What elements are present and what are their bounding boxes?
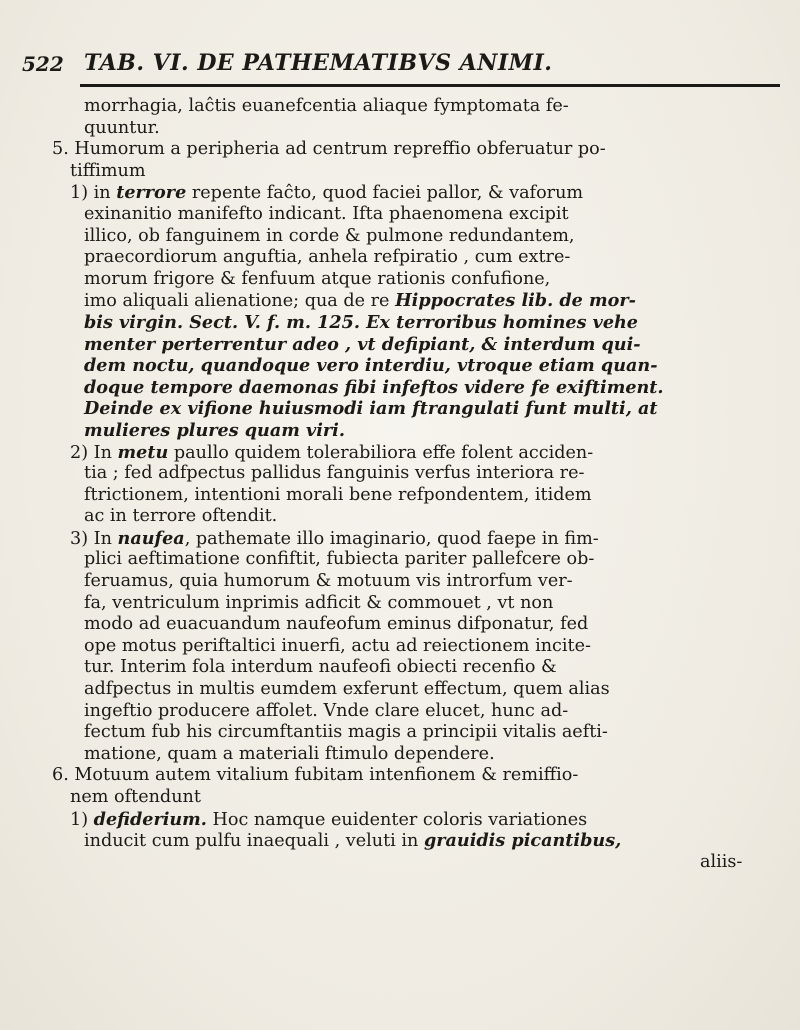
text-segment: inducit cum pulfu inaequali , veluti in — [84, 831, 424, 852]
text-segment: menter perterrentur adeo , vt defipiant, & interdum qui- — [84, 333, 641, 355]
text-segment: defiderium. — [93, 808, 207, 830]
text-segment: repente faĉto, quod faciei pallor, & vaforum — [186, 183, 584, 204]
text-line — [30, 269, 770, 291]
text-line — [30, 334, 770, 356]
text-line — [30, 118, 770, 140]
body-text — [30, 96, 770, 873]
text-segment: Hoc namque euidenter coloris variationes — [206, 809, 588, 830]
text-segment: 5. Humorum a peripheria ad centrum repreffio obferuatur po- — [52, 139, 606, 160]
text-segment: fa, ventriculum inprimis adficit & commouet , vt non — [84, 592, 554, 613]
text-line — [30, 442, 770, 464]
running-head: TAB. VI. DE PATHEMATIBVS ANIMI. — [84, 50, 553, 76]
text-segment: plici aeftimatione confiftit, fubiecta pariter pallefcere ob- — [84, 549, 595, 570]
page-number: 522 — [22, 52, 64, 76]
text-line — [30, 701, 770, 723]
page-header — [22, 48, 782, 84]
text-line — [30, 614, 770, 636]
text-line — [30, 506, 770, 528]
text-line — [30, 139, 770, 161]
text-segment: aliis- — [700, 851, 743, 872]
text-line — [30, 744, 770, 766]
text-line — [30, 420, 770, 442]
text-line — [30, 312, 770, 334]
text-segment: imo aliquali alienatione; qua de re — [84, 291, 396, 312]
text-segment: praecordiorum anguftia, anhela refpiratio , cum extre- — [84, 247, 571, 268]
text-segment: morum frigore & fenfuum atque rationis confufione, — [84, 268, 551, 289]
text-segment: Hippocrates lib. de mor- — [395, 290, 636, 312]
text-line — [30, 96, 770, 118]
text-line — [30, 722, 770, 744]
text-segment: terrore — [116, 182, 187, 204]
text-segment: mulieres plures quam viri. — [84, 419, 345, 441]
text-segment: ftrictionem, intentioni morali bene refpondentem, itidem — [84, 484, 592, 505]
text-segment: ingeftio producere affolet. Vnde clare elucet, hunc ad- — [84, 700, 569, 721]
text-segment: paullo quidem tolerabiliora effe folent acciden- — [168, 442, 594, 463]
text-segment: ope motus periftaltici inuerfi, actu ad reiectionem incite- — [84, 635, 591, 656]
text-segment: dem noctu, quandoque vero interdiu, vtroque etiam quan- — [84, 355, 658, 377]
text-segment: adfpectus in multis eumdem exferunt effectum, quem alias — [84, 679, 610, 700]
text-segment: grauidis picantibus, — [423, 830, 622, 852]
text-segment: nem oftendunt — [70, 787, 201, 807]
text-line — [30, 657, 770, 679]
text-line — [30, 809, 770, 831]
text-line — [30, 593, 770, 615]
text-line — [30, 290, 770, 312]
text-segment: feruamus, quia humorum & motuum vis introrfum ver- — [84, 571, 573, 592]
text-line — [30, 247, 770, 269]
text-segment: bis virgin. Sect. V. f. m. 125. Ex terroribus homines vehe — [84, 311, 639, 333]
text-segment: quuntur. — [84, 117, 160, 138]
text-segment: 2) In — [70, 442, 118, 463]
text-line — [30, 463, 770, 485]
text-segment: , pathemate illo imaginario, quod faepe in fim- — [184, 528, 599, 549]
text-line — [30, 852, 770, 874]
text-line — [30, 182, 770, 204]
text-segment: Deinde ex vifione huiusmodi iam ftrangulati funt multi, at — [84, 398, 658, 420]
text-segment: 6. Motuum autem vitalium fubitam intenfionem & remiffio- — [52, 765, 579, 786]
text-line — [30, 355, 770, 377]
text-line — [30, 485, 770, 507]
header-rule — [80, 84, 780, 87]
text-segment: metu — [117, 441, 169, 463]
text-segment: ac in terrore oftendit. — [84, 506, 278, 527]
text-line — [30, 765, 770, 787]
text-segment: fectum fub his circumftantiis magis a principii vitalis aefti- — [84, 722, 608, 743]
text-line — [30, 571, 770, 593]
text-segment: 1) — [70, 809, 94, 830]
text-line — [30, 161, 770, 183]
text-line — [30, 528, 770, 550]
text-line — [30, 226, 770, 248]
text-line — [30, 679, 770, 701]
text-line — [30, 549, 770, 571]
text-segment: morrhagia, laĉtis euanefcentia aliaque fymptomata fe- — [84, 96, 569, 116]
text-line — [30, 636, 770, 658]
text-segment: 1) in — [70, 183, 117, 204]
text-segment: tia ; fed adfpectus pallidus fanguinis verfus interiora re- — [84, 463, 585, 484]
text-segment: naufea — [117, 527, 185, 549]
text-segment: illico, ob fanguinem in corde & pulmone redundantem, — [84, 225, 575, 246]
text-segment: doque tempore daemonas fibi infeftos videre fe exiftiment. — [84, 376, 664, 398]
text-line — [30, 377, 770, 399]
text-segment: tiffimum — [70, 160, 146, 181]
text-segment: 3) In — [70, 528, 118, 549]
text-line — [30, 398, 770, 420]
text-segment: tur. Interim fola interdum naufeofi obiecti recenfio & — [84, 657, 557, 678]
text-segment: exinanitio manifefto indicant. Ifta phaenomena excipit — [84, 203, 569, 224]
text-line — [30, 787, 770, 809]
text-line — [30, 830, 770, 852]
text-segment: matione, quam a materiali ftimulo dependere. — [84, 743, 495, 764]
text-segment: modo ad euacuandum naufeofum eminus difponatur, fed — [84, 614, 589, 635]
text-line — [30, 204, 770, 226]
